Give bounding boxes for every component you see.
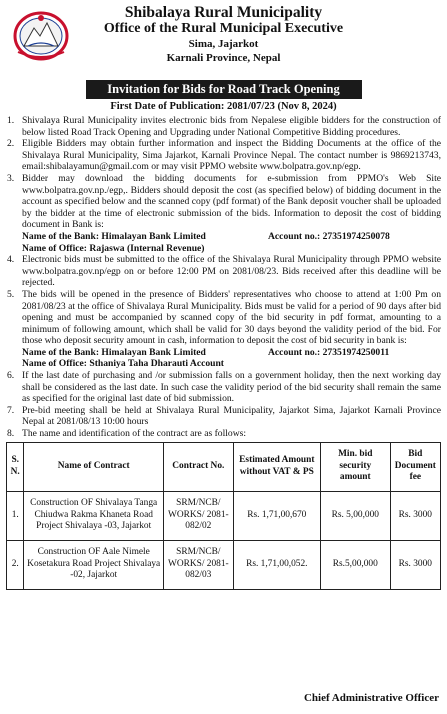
cell-contract-name: Construction OF Aale Nimele Kosetakura Road Project Shivalaya -02, Jajarkot [24, 540, 164, 589]
address-line-1: Sima, Jajarkot [188, 38, 259, 50]
bank-name: Name of the Bank: Himalayan Bank Limited [22, 346, 206, 358]
office-account-name: Name of Office: Rajaswa (Internal Revenue) [22, 242, 205, 254]
contract-table [6, 442, 441, 590]
item-text: If the last date of purchasing and /or submission falls on a government holiday, then the next working day shall be considered as the last date. In such case the validity period of the bid security shall remain the same as specified for the original last date of bid submission. [22, 370, 441, 405]
item-text: The name and identification of the contract are as follows: [22, 428, 247, 440]
cell-contract-name: Construction OF Shivalaya Tanga Chiudwa Rakma Khaneta Road Project Shivalaya -03, Jajarkot [24, 491, 164, 540]
col-header-sn: S. N. [7, 442, 24, 491]
item-number: 2. [7, 138, 15, 150]
list-item [6, 138, 441, 173]
col-header-bid-security: Min. bid security amount [320, 442, 390, 491]
signature-title: Chief Administrative Officer [303, 692, 439, 704]
item-number: 1. [7, 115, 15, 126]
account-number: Account no.: 27351974250078 [268, 230, 390, 242]
municipality-name: Shibalaya Rural Municipality [124, 4, 323, 21]
table-row [7, 540, 441, 589]
item-text: Shivalaya Rural Municipality invites electronic bids from Nepalese eligible bidders for the construction of below listed Road Track Opening and Upgrading under National Competitive Bidding procedures. [22, 115, 441, 138]
cell-bid-security: Rs.5,00,000 [320, 540, 390, 589]
table-row [7, 491, 441, 540]
list-item [6, 370, 441, 405]
item-text: Electronic bids must be submitted to the office of the Shivalaya Rural Municipality through PPMO website www.bolpatra.gov.np/egp on or before 12:00 PM on 2081/08/23. Bids received after this deadline will be rejected. [22, 254, 441, 289]
item-number: 4. [7, 254, 15, 266]
bank-info-2 [22, 347, 441, 359]
item-text: The bids will be opened in the presence of Bidders' representatives who choose to attend at 1:00 Pm on 2081/08/23 at the office of Shivalaya Rural Municipality. Bids must be valid for a period of 90 days after bid opening and must be accompanied by scanned copy of the bid security in pdf format, amounting to a minimum of following amount, which shall be valid for 30 days beyond the validity period of the bid. For those who deposit security amount in cash, information to deposit the cost of bid security in bank is: [22, 288, 441, 347]
item-text: Pre-bid meeting shall be held at Shivalaya Rural Municipality, Jajarkot Sima, Jajarkot Karnali Province Nepal at 2081/08/13 10:00 hours [22, 404, 441, 428]
item-number: 8. [7, 428, 15, 440]
bank-name: Name of the Bank: Himalayan Bank Limited [22, 230, 206, 242]
item-text: Bidder may download the bidding documents for e-submission from PPMO's Web Site www.bolpatra.gov.np./egp,. Bidders should deposit the cost (as specified below) of bidding document in the account as specified below and the scanned copy (pdf format) of the Bank deposit voucher shall be uploaded by the bidder at the time of electronic submission of the bids. Information to deposit the cost of bidding document in Bank is: [22, 172, 441, 231]
item-number: 7. [7, 404, 15, 416]
cell-contract-no: SRM/NCB/ WORKS/ 2081-082/02 [163, 491, 233, 540]
header [6, 0, 441, 80]
cell-estimated-amount: Rs. 1,71,00,670 [233, 491, 320, 540]
col-header-contract-name: Name of Contract [24, 442, 164, 491]
item-text: Eligible Bidders may obtain further information and inspect the Bidding Documents at the office of the Shivalaya Rural Municipality, Sima Jajarkot, Karnali Province Nepal. The contact number is 9869213743, email:shibalayamun@gmail.com or may visit PPMO website www.bolpatra.gov.np/egp. [22, 138, 441, 173]
col-header-estimated-amount: Estimated Amount without VAT & PS [233, 442, 320, 491]
table-header-row [7, 442, 441, 491]
bank-info-1 [22, 231, 441, 243]
cell-document-fee: Rs. 3000 [390, 491, 440, 540]
list-item [6, 115, 441, 138]
nepal-government-emblem-icon [10, 6, 72, 62]
col-header-document-fee: Bid Document fee [390, 442, 440, 491]
col-header-contract-no: Contract No. [163, 442, 233, 491]
cell-document-fee: Rs. 3000 [390, 540, 440, 589]
notice-items [6, 115, 441, 440]
item-number: 6. [7, 370, 15, 382]
publication-date: First Date of Publication: 2081/07/23 (Nov 8, 2024) [110, 101, 337, 112]
list-item [6, 173, 441, 254]
cell-bid-security: Rs. 5,00,000 [320, 491, 390, 540]
list-item [6, 289, 441, 370]
office-account-name: Name of Office: Sthaniya Taha Dharauti Account [22, 358, 225, 370]
cell-contract-no: SRM/NCB/ WORKS/ 2081-082/03 [163, 540, 233, 589]
item-number: 5. [7, 288, 15, 300]
cell-sn: 1. [7, 491, 24, 540]
address-line-2: Karnali Province, Nepal [166, 52, 281, 64]
list-item [6, 254, 441, 289]
list-item [6, 405, 441, 428]
cell-estimated-amount: Rs. 1,71,00,052. [233, 540, 320, 589]
office-info-2 [22, 358, 441, 370]
cell-sn: 2. [7, 540, 24, 589]
list-item [6, 428, 441, 440]
notice-title-banner: Invitation for Bids for Road Track Opening [86, 80, 362, 99]
account-number: Account no.: 27351974250011 [268, 346, 390, 358]
office-name: Office of the Rural Municipal Executive [103, 21, 344, 36]
item-number: 3. [7, 172, 15, 184]
office-info-1 [22, 243, 441, 255]
